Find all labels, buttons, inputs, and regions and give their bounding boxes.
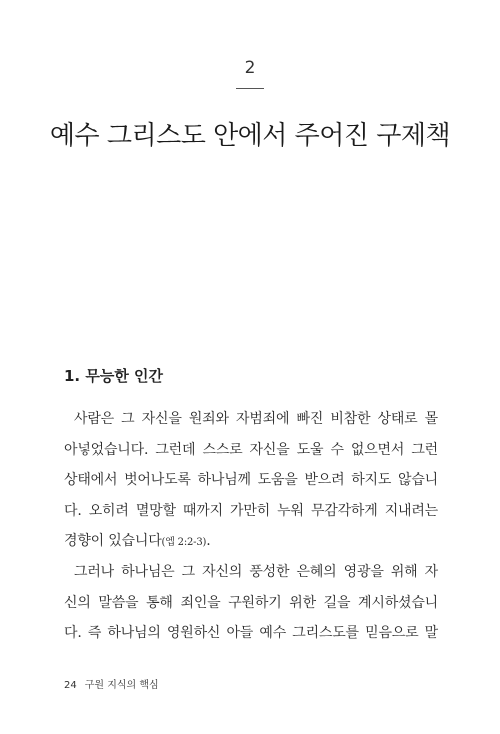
paragraph-line-text: 경향이 있습니다 (64, 533, 162, 550)
chapter-number: 2 (244, 58, 256, 78)
body-text (64, 404, 438, 649)
paragraph-line: 신의 말씀을 통해 죄인을 구원하기 위한 길을 계시하셨습니 (64, 594, 438, 611)
paragraph-line: 그러나 하나님은 그 자신의 풍성한 은혜의 영광을 위해 자 (74, 563, 438, 580)
paragraph-line-end: . (206, 533, 211, 550)
chapter-divider (236, 88, 264, 89)
page-footer (64, 676, 159, 691)
book-title: 구원 지식의 핵심 (84, 680, 159, 691)
page-number: 24 (64, 680, 77, 691)
scripture-citation: (엡 2:2-3) (161, 537, 207, 549)
chapter-title: 예수 그리스도 안에서 주어진 구제책 (49, 121, 451, 151)
paragraph-line: 사람은 그 자신을 원죄와 자범죄에 빠진 비참한 상태로 몰 (74, 411, 438, 427)
section-heading: 1. 무능한 인간 (64, 367, 164, 385)
paragraph-line: 상태에서 벗어나도록 하나님께 도움을 받으려 하지도 않습니 (64, 472, 438, 489)
paragraph-line: 아넣었습니다. 그런데 스스로 자신을 도울 수 없으면서 그런 (64, 441, 438, 458)
paragraph-line: 다. 즉 하나님의 영원하신 아들 예수 그리스도를 믿음으로 말 (64, 625, 438, 642)
paragraph-line: 다. 오히려 멸망할 때까지 가만히 누워 무감각하게 지내려는 (64, 502, 438, 519)
paragraph-line (64, 526, 438, 557)
